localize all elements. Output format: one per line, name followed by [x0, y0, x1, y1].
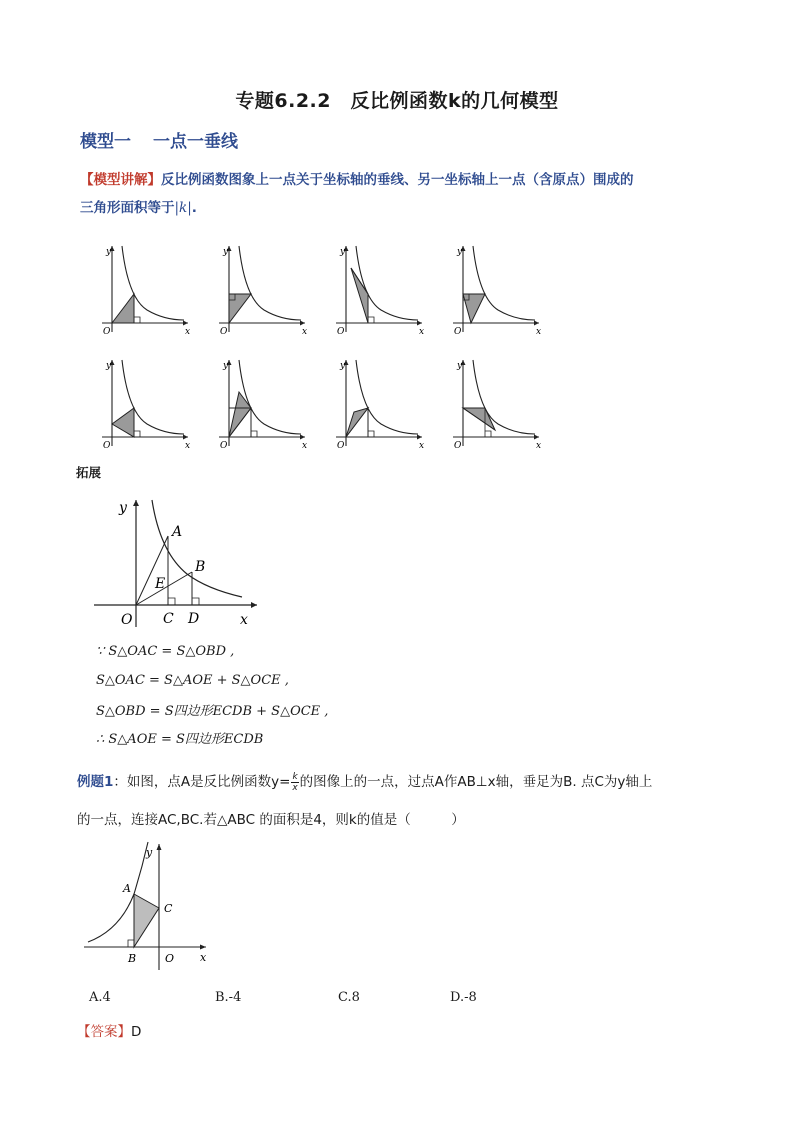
fig-label-y: y	[119, 500, 127, 516]
origin-label: O	[454, 441, 462, 451]
model-heading-number: 模型一	[80, 132, 131, 152]
y-axis-label: y	[457, 361, 463, 371]
small-graph-8	[453, 360, 541, 451]
x-axis-label: x	[536, 327, 542, 337]
small-graph-4	[453, 246, 541, 337]
small-graph-3	[336, 246, 424, 337]
explain-text-2: 三角形面积等于	[80, 200, 175, 216]
explain-text-1: 反比例函数图象上一点关于坐标轴的垂线、另一坐标轴上一点（含原点）围成的	[161, 172, 634, 188]
origin-label: O	[220, 441, 228, 451]
option-b: B.-4	[215, 990, 242, 1005]
small-graph-7	[336, 360, 424, 451]
ex-fig-label-b: B	[128, 952, 137, 965]
origin-label: O	[337, 441, 345, 451]
y-axis-label: y	[340, 361, 346, 371]
origin-label: O	[454, 327, 462, 337]
x-axis-label: x	[302, 441, 308, 451]
example-text-a: ：如图，点A是反比例函数y=	[113, 774, 291, 790]
small-graph-1	[102, 246, 190, 337]
extension-figure	[92, 492, 272, 632]
y-axis-label: y	[223, 247, 229, 257]
formula-line-4: ∴ S△AOE = S四边形ECDB	[96, 732, 264, 747]
origin-label: O	[220, 327, 228, 337]
fig-label-x: x	[240, 612, 248, 628]
origin-label: O	[103, 441, 111, 451]
x-axis-label: x	[536, 441, 542, 451]
fig-label-c: C	[163, 611, 174, 627]
fraction-denominator: x	[292, 782, 298, 793]
example-line-2: 的一点，连接AC,BC.若△ABC 的面积是4，则k的值是（ ）	[77, 812, 465, 828]
page-title: 专题6.2.2 反比例函数k的几何模型	[235, 90, 559, 112]
x-axis-label: x	[185, 441, 191, 451]
model-heading-name: 一点一垂线	[153, 132, 238, 152]
model-graphs-grid	[92, 238, 562, 454]
abs-k: |k|	[174, 200, 192, 216]
y-axis-label: y	[457, 247, 463, 257]
ex-fig-label-c: C	[164, 902, 173, 915]
y-axis-label: y	[106, 247, 112, 257]
example-line-1	[77, 770, 727, 793]
ex-fig-label-o: O	[165, 952, 175, 965]
origin-label: O	[103, 327, 111, 337]
x-axis-label: x	[419, 441, 425, 451]
extension-label: 拓展	[76, 465, 102, 480]
fig-label-d: D	[188, 611, 200, 627]
fig-label-origin: O	[121, 612, 133, 628]
fig-label-b: B	[195, 559, 206, 575]
example-text-b: 的图像上的一点，过点A作AB⊥x轴，垂足为B. 点C为y轴上	[299, 774, 653, 790]
fig-label-a: A	[172, 524, 183, 540]
formula-line-3: S△OBD = S四边形ECDB + S△OCE ,	[96, 704, 329, 719]
model-explanation	[80, 166, 720, 222]
answer-label: 【答案】	[77, 1024, 131, 1040]
y-axis-label: y	[340, 247, 346, 257]
option-a: A.4	[89, 990, 111, 1005]
x-axis-label: x	[302, 327, 308, 337]
option-d: D.-8	[450, 990, 477, 1005]
example-label: 例题1	[77, 774, 114, 790]
ex-fig-label-y: y	[146, 846, 153, 859]
x-axis-label: x	[419, 327, 425, 337]
answer-value: D	[131, 1024, 142, 1040]
origin-label: O	[337, 327, 345, 337]
model-heading	[80, 127, 260, 152]
y-axis-label: y	[106, 361, 112, 371]
explain-period: .	[191, 200, 197, 216]
explain-label: 【模型讲解】	[80, 172, 161, 188]
small-graph-5	[102, 360, 190, 451]
option-c: C.8	[338, 990, 360, 1005]
small-graph-2	[219, 246, 307, 337]
answer-line	[77, 1020, 141, 1040]
small-graph-6	[219, 360, 307, 451]
y-axis-label: y	[223, 361, 229, 371]
fig-label-e: E	[155, 576, 166, 592]
fraction-k-over-x	[291, 772, 298, 793]
fraction-numerator: k	[292, 771, 298, 782]
ex-fig-label-x: x	[200, 951, 207, 964]
ex-fig-label-a: A	[123, 882, 131, 895]
formula-line-1: ∵ S△OAC = S△OBD ,	[96, 644, 235, 659]
x-axis-label: x	[185, 327, 191, 337]
formula-line-2: S△OAC = S△AOE + S△OCE ,	[96, 673, 289, 688]
example-figure	[82, 838, 212, 973]
